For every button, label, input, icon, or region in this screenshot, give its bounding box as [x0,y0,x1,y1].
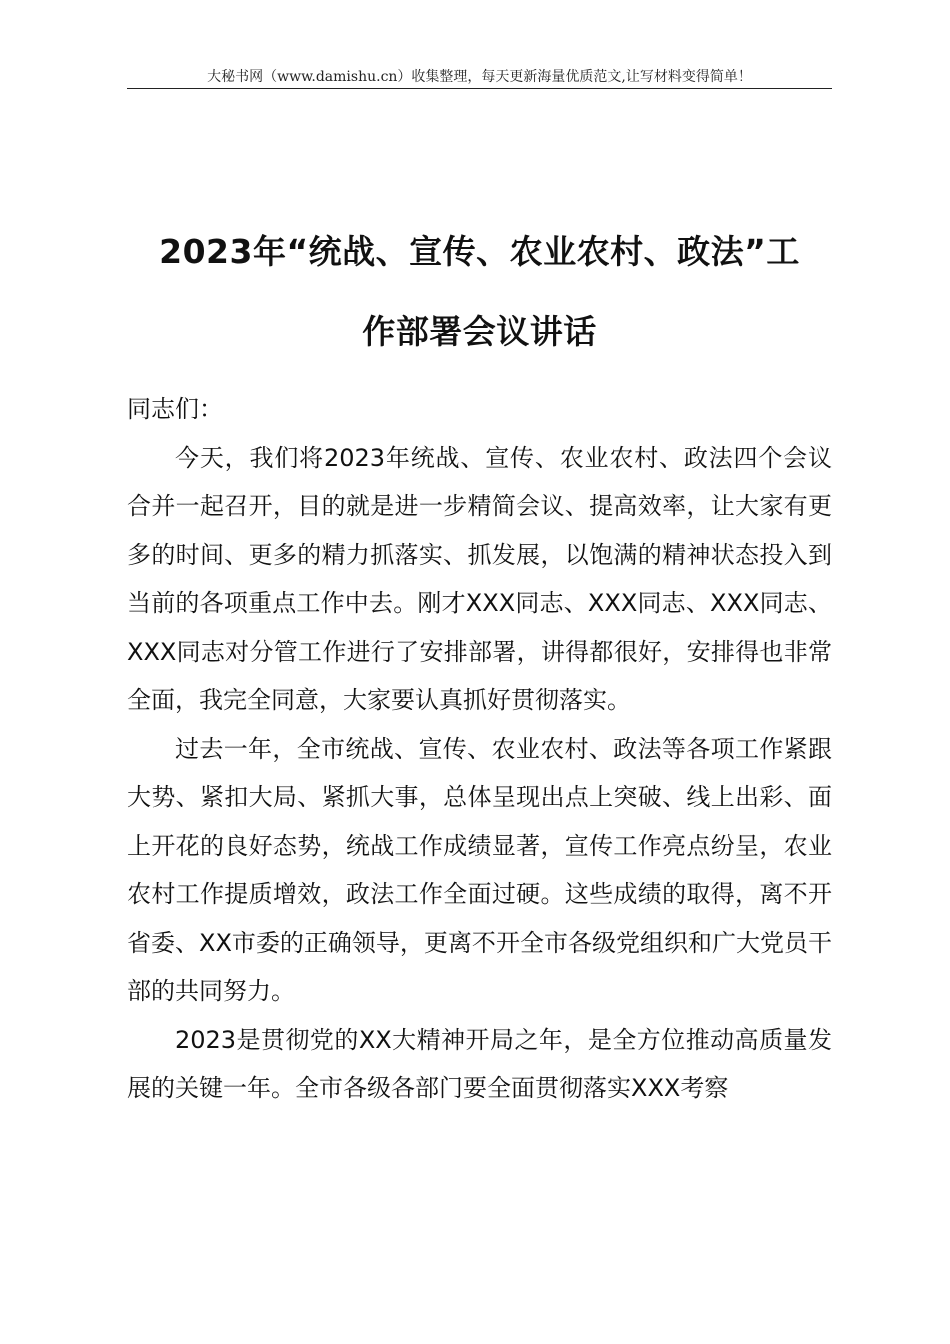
paragraph: 今天，我们将2023年统战、宣传、农业农村、政法四个会议合并一起召开，目的就是进一步精简会议、提高效率，让大家有更多的时间、更多的精力抓落实、抓发展，以饱满的精神状态投入到当前的各项重点工作中去。刚才XXX同志、XXX同志、XXX同志、XXX同志对分管工作进行了安排部署，讲得都很好，安排得也非常全面，我完全同意，大家要认真抓好贯彻落实。 [127,443,832,714]
header-source-note: 大秘书网（www.damishu.cn）收集整理，每天更新海量优质范文,让写材料变得简单！ [207,69,752,85]
paragraph: 过去一年，全市统战、宣传、农业农村、政法等各项工作紧跟大势、紧扣大局、紧抓大事，总体呈现出点上突破、线上出彩、面上开花的良好态势，统战工作成绩显著，宣传工作亮点纷呈，农业农村工作提质增效，政法工作全面过硬。这些成绩的取得，离不开省委、XX市委的正确领导，更离不开全市各级党组织和广大党员干部的共同努力。 [127,734,832,1005]
page-header [127,68,832,89]
salutation: 同志们： [127,395,223,423]
document-title [127,212,832,372]
title-line-2: 作部署会议讲话 [362,312,597,351]
document-body [127,385,832,1113]
paragraph: 2023是贯彻党的XX大精神开局之年，是全方位推动高质量发展的关键一年。全市各级各部门要全面贯彻落实XXX考察 [127,1025,832,1102]
title-line-1: 2023年“统战、宣传、农业农村、政法”工 [159,232,800,271]
